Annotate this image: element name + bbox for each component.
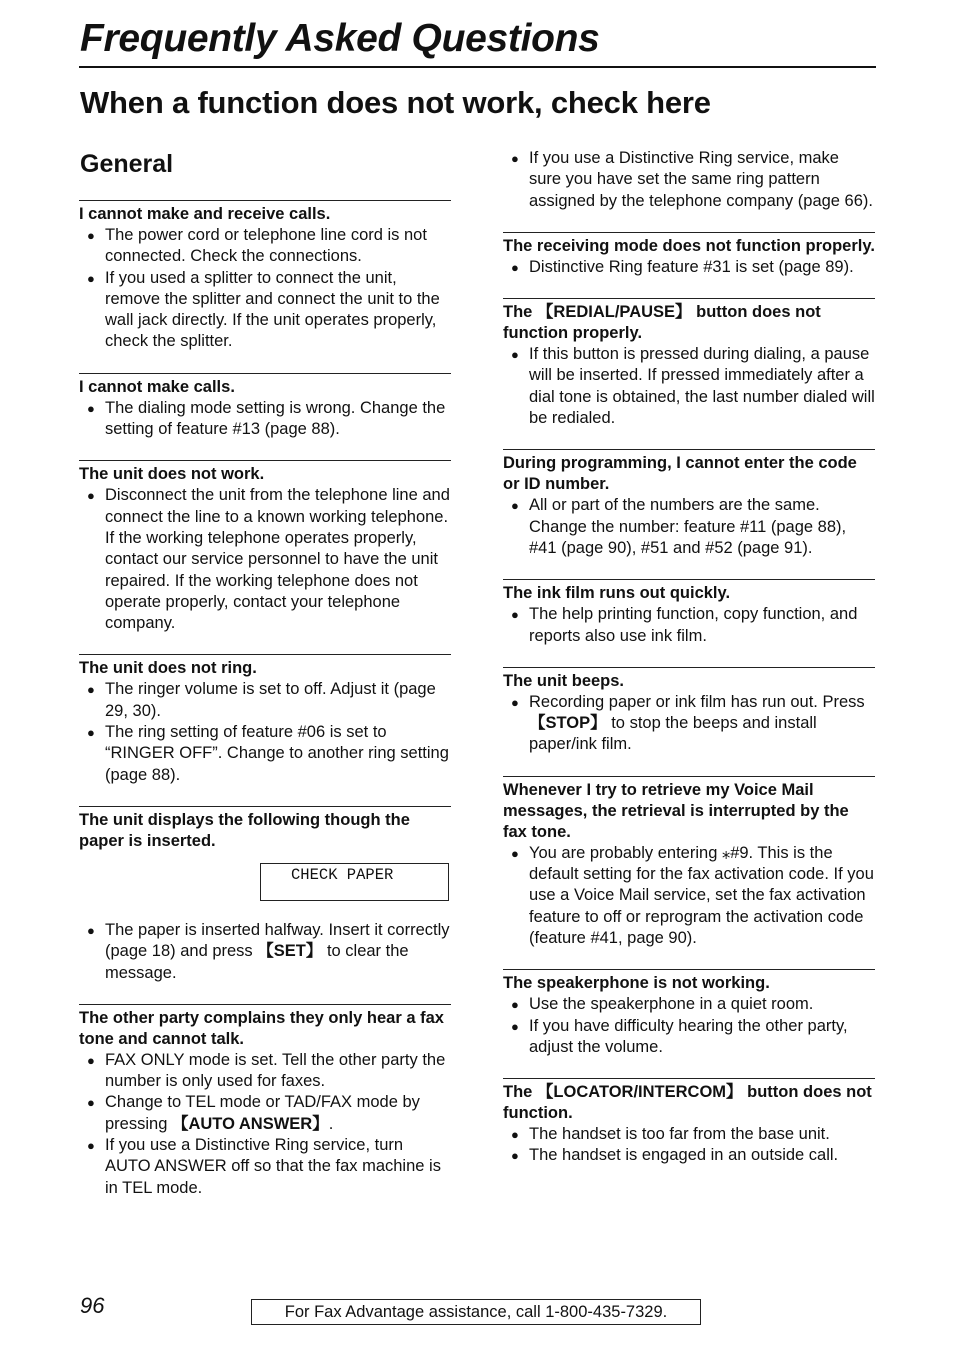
bullet-icon: ●: [511, 845, 519, 861]
right-column: [503, 148, 875, 1187]
answer-text: Distinctive Ring feature #31 is set (page 89).: [529, 257, 854, 276]
answer-text: If you have difficulty hearing the other party, adjust the volume.: [529, 1016, 848, 1056]
answer-item: [79, 485, 451, 634]
answer-text: The power cord or telephone line cord is not connected. Check the connections.: [105, 226, 427, 266]
answer-text: The handset is too far from the base unit.: [529, 1125, 830, 1144]
bullet-icon: ●: [87, 682, 95, 698]
answer-text: The dialing mode setting is wrong. Change the setting of feature #13 (page 88).: [105, 398, 446, 439]
answer-list: [503, 344, 875, 429]
answer-text: The help printing function, copy function, and reports also use ink film.: [529, 605, 858, 645]
answer-item: [503, 1145, 875, 1166]
faq-item: [503, 449, 875, 559]
faq-item: [79, 654, 451, 785]
answer-list: [79, 1050, 451, 1199]
faq-item: [79, 806, 451, 984]
bullet-icon: ●: [87, 228, 95, 243]
answer-list: [79, 398, 451, 441]
faq-question: The ink film runs out quickly.: [503, 584, 731, 603]
answer-list: [503, 1124, 875, 1167]
assistance-footer: For Fax Advantage assistance, call 1-800-435-7329.: [251, 1299, 701, 1325]
bullet-icon: ●: [511, 347, 519, 363]
key-name: 【SET】: [257, 942, 323, 961]
faq-question: The speakerphone is not working.: [503, 974, 770, 993]
faq-item: [503, 667, 875, 756]
answer-list: [79, 485, 451, 634]
key-name: 【AUTO ANSWER】: [171, 1114, 329, 1133]
answer-item: [79, 398, 451, 441]
answer-text: If you use a Distinctive Ring service, make sure you have set the same ring pattern assigned by the telephone company (page 66).: [529, 149, 873, 210]
answer-text: All or part of the numbers are the same. Change the number: feature #11 (page 88), #41 (page 90), #51 and #52 (page 91).: [529, 496, 847, 557]
answer-list: [503, 495, 875, 559]
bullet-icon: ●: [87, 1095, 95, 1111]
answer-item: [79, 1050, 451, 1093]
bullet-icon: ●: [511, 259, 519, 275]
page-title: Frequently Asked Questions: [80, 17, 600, 60]
answer-text: You are probably entering ⁎#9. This is the default setting for the fax activation code. If you use a Voice Mail service, set the fax activation feature to off or reprogram the activation code (feature #41, page 90).: [529, 843, 874, 947]
bullet-icon: ●: [511, 694, 519, 710]
answer-text: Use the speakerphone in a quiet room.: [529, 995, 814, 1014]
title-rule: [79, 66, 876, 68]
bullet-icon: ●: [511, 498, 519, 514]
faq-item: [503, 298, 875, 429]
faq-item: [503, 776, 875, 949]
bullet-icon: ●: [511, 1127, 519, 1143]
bullet-icon: ●: [87, 270, 95, 286]
answer-item: [79, 1135, 451, 1199]
faq-item: [79, 200, 451, 353]
faq-question: The unit does not work.: [79, 465, 265, 484]
answer-text: The paper is inserted halfway. Insert it correctly (page 18) and press 【SET】 to clear the message.: [105, 920, 450, 982]
answer-list: [503, 604, 875, 647]
answer-item: [79, 679, 451, 722]
bullet-icon: ●: [511, 151, 519, 166]
answer-text: Change to TEL mode or TAD/FAX mode by pressing 【AUTO ANSWER】.: [105, 1093, 420, 1133]
answer-item: [79, 722, 451, 786]
subsection-title: General: [80, 150, 174, 178]
key-name: 【LOCATOR/INTERCOM】: [536, 1083, 743, 1102]
answer-text: Disconnect the unit from the telephone line and connect the line to a known working telephone. If the working telephone operates properly, contact our service personnel to have the unit repaired. If the working telephone does not operate properly, contact your telephone company.: [105, 486, 450, 633]
faq-question: The unit does not ring.: [79, 659, 257, 678]
answer-item: [503, 1016, 875, 1059]
answer-text: If you use a Distinctive Ring service, turn AUTO ANSWER off so that the fax machine is in TEL mode.: [105, 1136, 441, 1197]
answer-list: [79, 679, 451, 785]
faq-item: [503, 579, 875, 647]
faq-item: [503, 969, 875, 1058]
lcd-display-box: CHECK PAPER: [260, 863, 449, 901]
faq-item: [79, 373, 451, 441]
faq-question: The 【LOCATOR/INTERCOM】 button does not function.: [503, 1083, 872, 1123]
left-column: [79, 200, 451, 1219]
answer-text: Recording paper or ink film has run out. Press 【STOP】 to stop the beeps and install paper/ink film.: [529, 692, 865, 754]
answer-text: If this button is pressed during dialing, a pause will be inserted. If pressed immediately after a dial tone is obtained, the last number dialed will be redialed.: [529, 345, 875, 428]
answer-list: [79, 225, 451, 353]
answer-item: [79, 268, 451, 353]
answer-item: [503, 257, 875, 278]
bullet-icon: ●: [511, 1148, 519, 1164]
answer-item: [503, 604, 875, 647]
page-number: 96: [80, 1293, 105, 1318]
bullet-icon: ●: [511, 607, 519, 623]
answer-item: [79, 920, 451, 984]
bullet-icon: ●: [511, 1018, 519, 1034]
answer-text: The ringer volume is set to off. Adjust it (page 29, 30).: [105, 680, 436, 720]
faq-item: [503, 148, 875, 212]
answer-item: [503, 1124, 875, 1145]
answer-item: [503, 148, 875, 212]
faq-item: [503, 1078, 875, 1167]
faq-question: The 【REDIAL/PAUSE】 button does not function properly.: [503, 303, 821, 343]
answer-text: The handset is engaged in an outside call.: [529, 1146, 839, 1165]
answer-item: [79, 1092, 451, 1135]
faq-question: The receiving mode does not function properly.: [503, 236, 875, 255]
answer-list: [503, 148, 875, 212]
faq-question: The unit displays the following though the paper is inserted.: [79, 810, 410, 850]
answer-text: If you used a splitter to connect the unit, remove the splitter and connect the unit to the wall jack directly. If the unit operates properly, check the splitter.: [105, 268, 440, 351]
answer-list: [79, 920, 451, 984]
key-name: 【REDIAL/PAUSE】: [536, 303, 692, 322]
bullet-icon: ●: [87, 488, 95, 504]
faq-question: The unit beeps.: [503, 671, 625, 690]
faq-question: I cannot make calls.: [79, 377, 235, 396]
faq-item: [503, 232, 875, 278]
faq-question: During programming, I cannot enter the code or ID number.: [503, 454, 857, 494]
bullet-icon: ●: [511, 997, 519, 1013]
answer-item: [503, 495, 875, 559]
bullet-icon: ●: [87, 400, 95, 416]
answer-list: [503, 843, 875, 949]
faq-question: Whenever I try to retrieve my Voice Mail messages, the retrieval is interrupted by the fax tone.: [503, 780, 849, 841]
answer-item: [79, 225, 451, 268]
answer-text: FAX ONLY mode is set. Tell the other party the number is only used for faxes.: [105, 1050, 446, 1091]
section-title: When a function does not work, check here: [80, 85, 711, 120]
faq-item: [79, 460, 451, 634]
answer-list: [503, 994, 875, 1058]
faq-item: [79, 1004, 451, 1199]
answer-item: [503, 692, 875, 756]
faq-question: The other party complains they only hear a fax tone and cannot talk.: [79, 1008, 444, 1048]
faq-question: I cannot make and receive calls.: [79, 205, 331, 223]
answer-list: [503, 692, 875, 756]
answer-list: [503, 257, 875, 278]
answer-text: The ring setting of feature #06 is set to “RINGER OFF”. Change to another ring setting (page 88).: [105, 723, 449, 784]
bullet-icon: ●: [87, 1052, 95, 1068]
answer-item: [503, 994, 875, 1015]
bullet-icon: ●: [87, 922, 95, 938]
answer-item: [503, 344, 875, 429]
answer-item: [503, 843, 875, 949]
key-name: 【STOP】: [529, 714, 607, 733]
bullet-icon: ●: [87, 725, 95, 741]
bullet-icon: ●: [87, 1138, 95, 1154]
